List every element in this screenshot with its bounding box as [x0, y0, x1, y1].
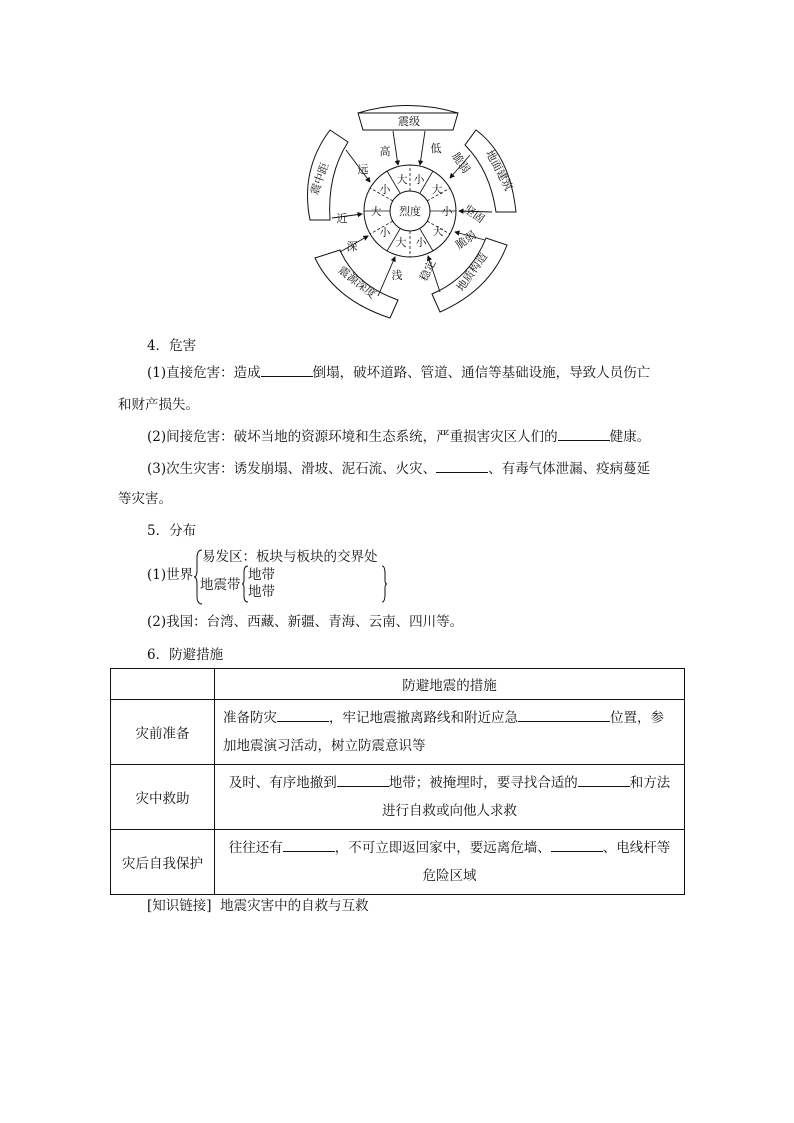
ring-seg-3: 大	[431, 183, 443, 196]
label-solid: 坚固	[461, 202, 487, 226]
section-4-title: 4．危害	[147, 338, 197, 354]
row-content	[215, 700, 685, 765]
ring-seg-2: 小	[413, 173, 425, 186]
harm-secondary-cont: 等灾害。	[118, 491, 172, 507]
table-corner	[111, 669, 215, 700]
knowledge-link-text: 地震灾害中的自救与互救	[220, 898, 369, 914]
box-building	[465, 130, 516, 212]
label-depth: 震源深度	[335, 263, 379, 301]
row-text: ，不可立即返回家中，要远离危墙、	[334, 840, 551, 856]
row-text: 、电线杆等	[602, 840, 671, 856]
row-text: 危险区域	[422, 868, 477, 884]
row-text: 进行自救或向他人求救	[382, 803, 517, 819]
harm-direct-cont: 和财产损失。	[118, 397, 199, 413]
label-deep: 深	[346, 240, 358, 253]
ring-seg-10: 小	[379, 183, 391, 196]
table-row	[111, 765, 685, 830]
blank-field	[558, 426, 610, 441]
blank-field	[337, 772, 389, 787]
blank-field	[436, 458, 488, 473]
label-shallow: 浅	[391, 269, 403, 282]
ring-seg-8: 小	[379, 226, 391, 239]
row-text: ，牢记地震撤离路线和附近应急	[329, 710, 518, 726]
label-far: 远	[357, 163, 369, 176]
table-header: 防避地震的措施	[215, 669, 685, 700]
harm-indirect	[147, 426, 650, 447]
label-magnitude: 震级	[398, 115, 420, 128]
label-building: 地面建筑	[483, 147, 516, 193]
world-label: (1)世界	[147, 567, 194, 583]
label-fragile-1: 脆弱	[449, 150, 473, 176]
row-head: 灾后自我保护	[111, 830, 215, 895]
row-text: 位置，参	[610, 710, 664, 726]
center-label: 烈度	[399, 205, 421, 218]
section-5-title: 5．分布	[147, 523, 197, 539]
blank-field	[518, 707, 610, 722]
label-fragile-2: 脆弱	[453, 228, 479, 252]
belt-2: 地带	[248, 584, 275, 600]
row-head: 灾中救助	[111, 765, 215, 830]
ring-seg-7: 大	[395, 236, 407, 249]
blank-field	[551, 837, 603, 852]
label-geology: 地质构造	[454, 250, 491, 294]
label-distance: 震中距	[307, 161, 332, 197]
table-row	[111, 830, 685, 895]
table-header-row	[111, 669, 685, 700]
harm-indirect-pre: (2)间接危害：破坏当地的资源环境和生态系统，严重损害灾区人们的	[147, 429, 558, 445]
quake-belt-label: 地震带	[200, 577, 241, 593]
table-row	[111, 700, 685, 765]
harm-secondary-post: 、有毒气体泄漏、疫病蔓延	[488, 461, 651, 477]
section-6-title: 6．防避措施	[147, 647, 224, 663]
ring-seg-1: 大	[396, 173, 408, 186]
knowledge-link	[147, 896, 369, 916]
row-text: 准备防灾	[223, 710, 277, 726]
china-distribution: (2)我国：台湾、西藏、新疆、青海、云南、四川等。	[147, 614, 464, 630]
row-text: 地带；被掩埋时，要寻找合适的	[388, 775, 578, 791]
harm-secondary-pre: (3)次生灾害：诱发崩塌、滑坡、泥石流、火灾、	[147, 461, 437, 477]
label-near: 近	[336, 212, 348, 225]
easy-zone: 易发区：板块与板块的交界处	[202, 549, 378, 565]
harm-direct-post: 倒塌，破坏道路、管道、通信等基础设施，导致人员伤亡	[312, 365, 651, 381]
blank-field	[277, 707, 329, 722]
harm-indirect-post: 健康。	[609, 429, 651, 445]
label-stable: 稳定	[417, 257, 439, 284]
measures-table	[110, 668, 685, 895]
row-text: 和方法	[629, 775, 671, 791]
label-low: 低	[430, 142, 442, 155]
row-text: 及时、有序地撤到	[228, 775, 337, 791]
harm-secondary	[147, 458, 650, 479]
intensity-diagram	[295, 100, 525, 320]
row-content	[215, 830, 685, 895]
row-text: 加地震演习活动，树立防震意识等	[223, 738, 426, 754]
label-high: 高	[379, 145, 391, 158]
ring-seg-6: 小	[415, 236, 427, 249]
row-content	[215, 765, 685, 830]
blank-field	[283, 837, 335, 852]
blank-field	[578, 772, 630, 787]
harm-direct-pre: (1)直接危害：造成	[147, 365, 261, 381]
belt-1: 地带	[248, 567, 275, 583]
harm-direct	[147, 362, 650, 383]
ring-seg-9: 大	[370, 205, 382, 218]
row-head: 灾前准备	[111, 700, 215, 765]
row-text: 往往还有	[228, 840, 283, 856]
ring-seg-4: 小	[441, 205, 453, 218]
ring-seg-5: 大	[432, 225, 444, 238]
knowledge-link-bracket: [知识链接]	[147, 898, 212, 914]
blank-field	[261, 362, 313, 377]
